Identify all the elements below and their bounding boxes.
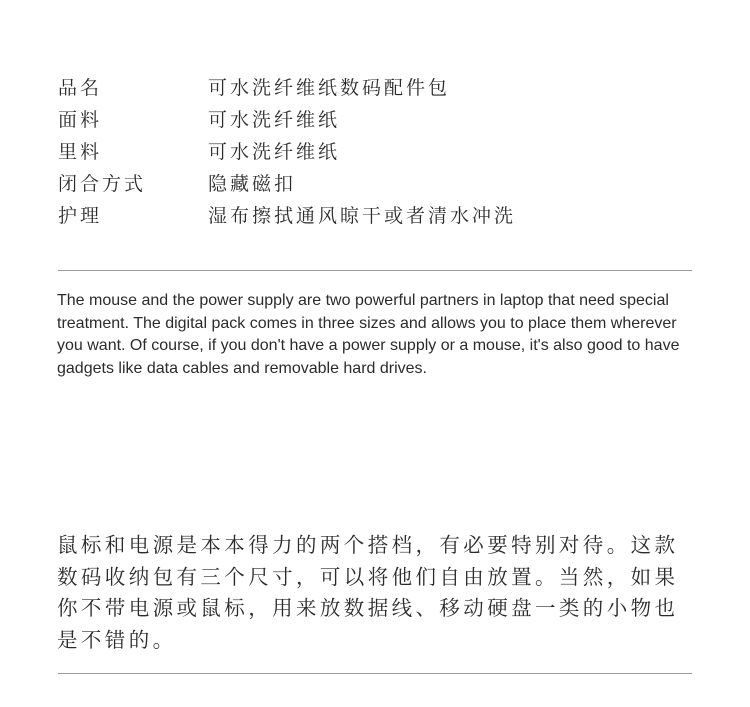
spec-table [58, 70, 698, 230]
description-chinese: 鼠标和电源是本本得力的两个搭档，有必要特别对待。这款数码收纳包有三个尺寸，可以将他们自由放置。当然，如果你不带电源或鼠标，用来放数据线、移动硬盘一类的小物也是不错的。 [57, 533, 679, 652]
spec-value: 可水洗纤维纸 [208, 108, 341, 131]
spec-value: 可水洗纤维纸 [208, 140, 341, 163]
spec-label: 面料 [58, 108, 103, 131]
spec-label: 里料 [58, 140, 103, 163]
spec-row-care [58, 198, 698, 230]
spec-row-lining [58, 134, 698, 166]
spec-label: 护理 [58, 204, 103, 227]
spec-value: 隐藏磁扣 [208, 172, 297, 195]
spec-row-closure [58, 166, 698, 198]
divider-top [58, 270, 692, 271]
spec-row-name [58, 70, 698, 102]
spec-row-outer-fabric [58, 102, 698, 134]
description-english: The mouse and the power supply are two powerful partners in laptop that need special treatment. The digital pack comes in three sizes and allows you to place them wherever you want. Of course, if you don't have a power supply or a mouse, it's also good to have gadgets like data cables and removable hard drives. [57, 292, 680, 377]
spec-label: 闭合方式 [58, 172, 147, 195]
spec-label: 品名 [58, 76, 103, 99]
spec-value: 可水洗纤维纸数码配件包 [208, 76, 451, 99]
spec-value: 湿布擦拭通风晾干或者清水冲洗 [208, 204, 517, 227]
divider-bottom [58, 673, 692, 674]
